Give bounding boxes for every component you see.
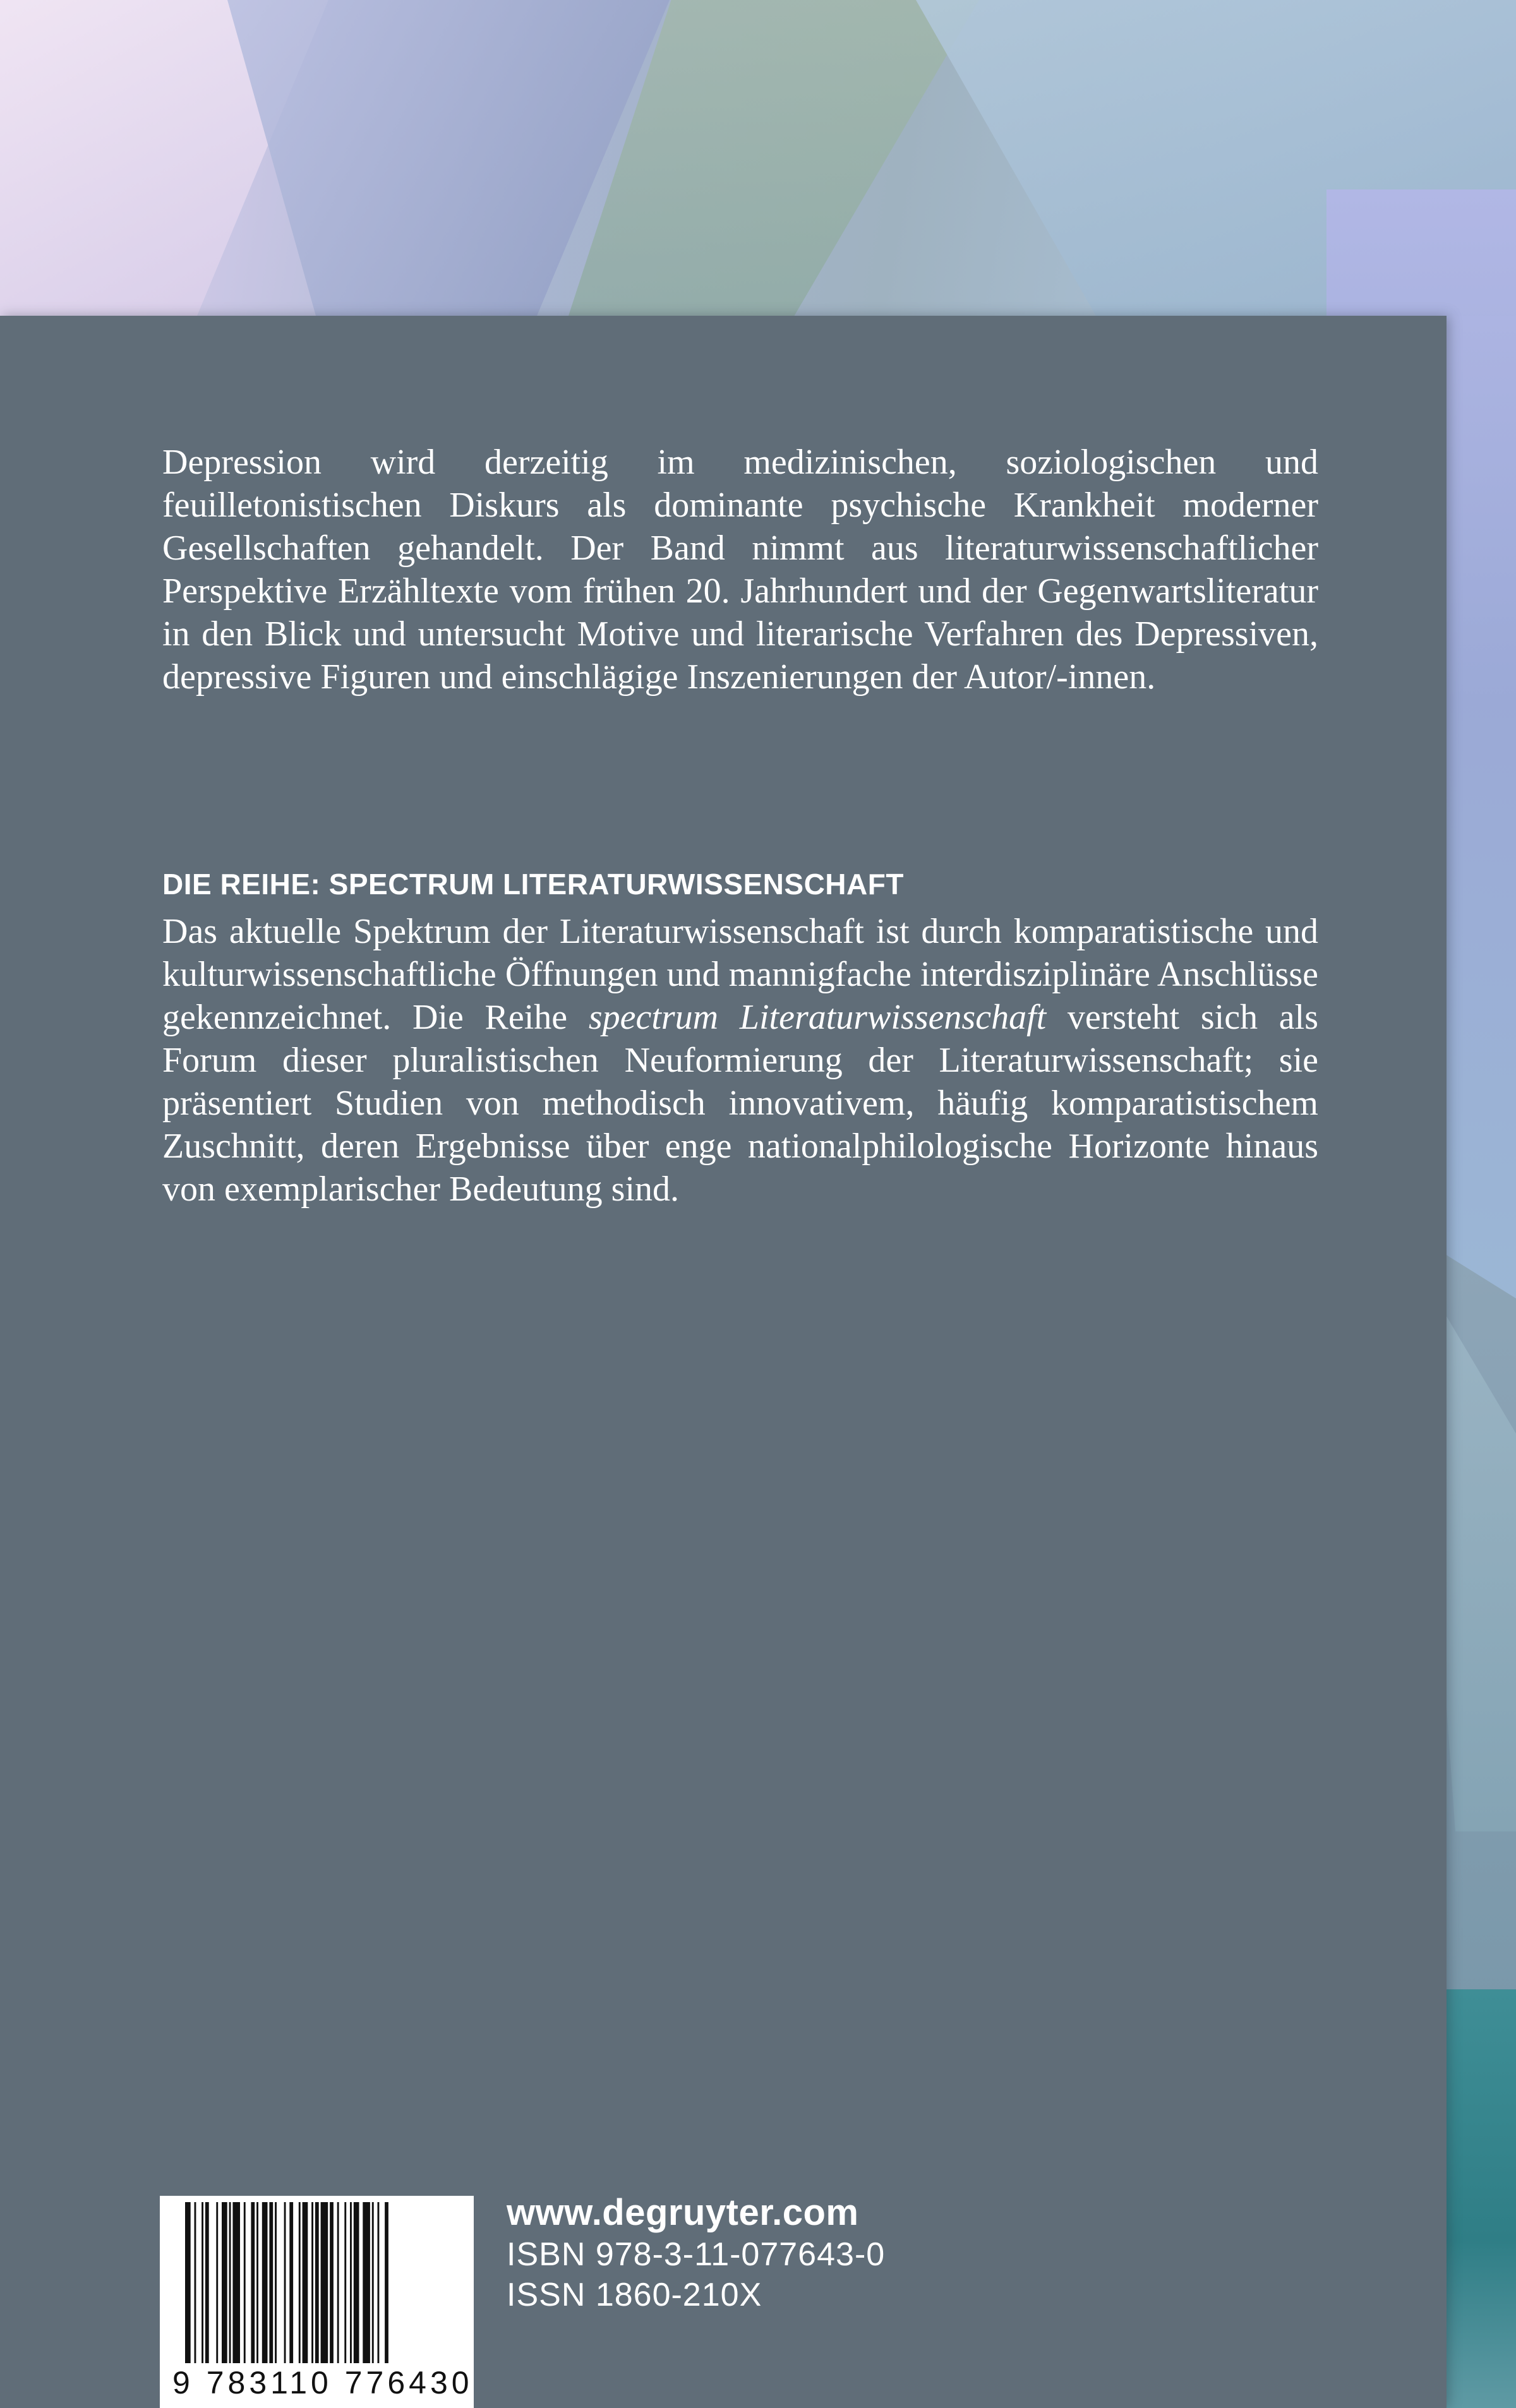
- barcode-bar: [315, 2202, 319, 2363]
- barcode-bar: [222, 2202, 227, 2363]
- book-blurb: Depression wird derzeitig im medizinischen, soziologischen und feuilletonistischen Diskurs als dominante psychische Krankheit moderner Gesellschaften gehandelt. Der Band nimmt aus literaturwissenschaftlicher Perspektive Erzähltexte vom frühen 20. Jahrhundert und der Gegenwartsliteratur in den Blick und untersucht Motive und literarische Verfahren des Depressiven, depressive Figuren und einschlägige Inszenierungen der Autor/-innen.: [162, 443, 1318, 697]
- barcode-number: 9 783110 776430: [172, 2365, 473, 2400]
- barcode-bar: [216, 2202, 218, 2363]
- barcode-bar: [251, 2202, 255, 2363]
- barcode-bar: [363, 2202, 370, 2363]
- issn-number: ISSN 1860-210X: [507, 2277, 762, 2313]
- barcode-bar: [269, 2202, 273, 2363]
- barcode-bar: [232, 2202, 240, 2363]
- barcode-bar: [354, 2202, 359, 2363]
- barcode-bar: [344, 2202, 346, 2363]
- barcode-bar: [185, 2202, 191, 2363]
- isbn-barcode: [160, 2196, 474, 2408]
- series-text-end: versteht sich als Forum dieser pluralistischen Neuformierung der Literaturwissenschaft; sie präsentiert Studien von methodisch innovativem, häufig komparatistischem Zuschnitt, deren Ergebnisse über enge nationalphilologische Horizonte hinaus von exemplarischer Bedeutung sind.: [162, 998, 1318, 1209]
- isbn-number: ISBN 978-3-11-077643-0: [507, 2236, 886, 2273]
- series-text-start: Das aktuelle Spektrum der Literaturwissenschaft ist durch komparatistische und kulturwissenschaftliche Öffnungen und mannigfache interdisziplinäre Anschlüsse gekennzeichnet. Die Reihe: [162, 912, 1318, 1037]
- barcode-bar: [350, 2202, 352, 2363]
- barcode-bar: [262, 2202, 268, 2363]
- barcode-bar: [244, 2202, 246, 2363]
- barcode-bar: [256, 2202, 258, 2363]
- publisher-website-link[interactable]: www.degruyter.com: [507, 2192, 859, 2233]
- series-heading: DIE REIHE: SPECTRUM LITERATURWISSENSCHAFT: [162, 868, 904, 901]
- barcode-bar: [275, 2202, 277, 2363]
- series-description: [162, 910, 1318, 1211]
- barcode-bar: [378, 2202, 380, 2363]
- series-title: spectrum Literaturwissenschaft: [588, 998, 1047, 1037]
- barcode-bar: [321, 2202, 328, 2363]
- back-cover-panel: [0, 316, 1447, 2408]
- barcode-bar: [195, 2202, 196, 2363]
- barcode-bar: [289, 2202, 293, 2363]
- barcode-bar: [205, 2202, 209, 2363]
- barcode-bar: [385, 2202, 388, 2363]
- barcode-bar: [311, 2202, 313, 2363]
- barcode-bar: [372, 2202, 374, 2363]
- barcode-bar: [303, 2202, 308, 2363]
- barcode-bar: [202, 2202, 203, 2363]
- publisher-info: [507, 2191, 885, 2315]
- barcode-bar: [330, 2202, 334, 2363]
- barcode-bar: [229, 2202, 231, 2363]
- barcode-bar: [337, 2202, 339, 2363]
- barcode-bar: [284, 2202, 286, 2363]
- barcode-bar: [299, 2202, 301, 2363]
